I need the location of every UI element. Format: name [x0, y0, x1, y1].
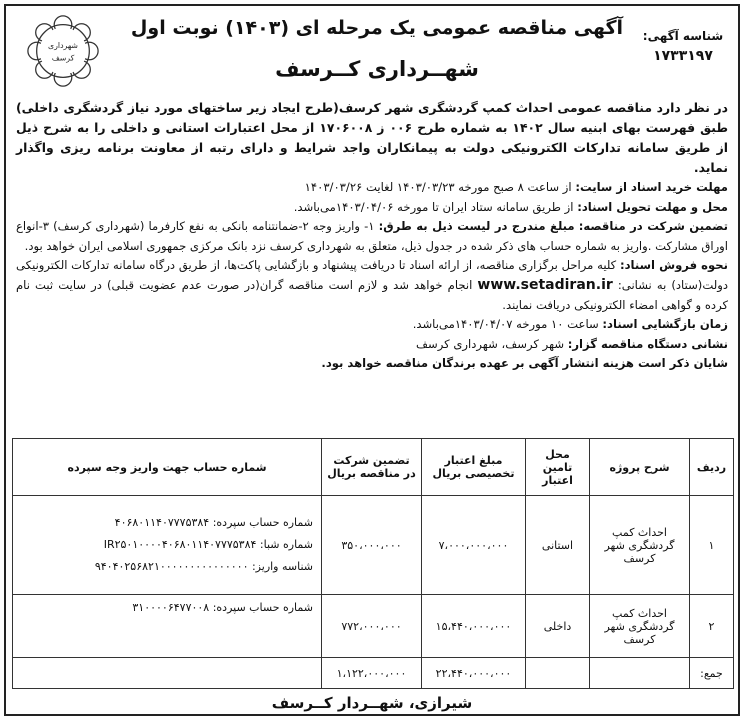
- header-project: شرح پروژه: [590, 439, 690, 496]
- account-cell: [13, 595, 322, 658]
- source-cell: داخلی: [526, 595, 590, 658]
- opening-text: ساعت ۱۰ مورخه ۱۴۰۳/۰۴/۰۷می‌باشد.: [412, 317, 599, 332]
- guarantee-label: تضمین شرکت در مناقصه:: [578, 219, 729, 234]
- account-line: شناسه واریز: ۹۴۰۴۰۲۵۶۸۲۱۰۰۰۰۰۰۰۰۰۰۰۰۰۰۰: [94, 560, 313, 573]
- source-cell: استانی: [526, 496, 590, 595]
- intro-paragraph: در نظر دارد مناقصه عمومی احداث کمپ گردشگری شهر کرسف(طرح ایجاد زیر ساختهای مورد نیاز گردشگری داخلی) طبق فهرست بهای ابنیه سال ۱۴۰۲ به شماره طرح ۰۰۶ ز ۱۷۰۶۰۰۸ از محل اعتبارات استانی و داخلی را به شرح ذیل از طریق سامانه تدارکات الکترونیکی دولت به پیمانکاران واجد شرایط و دارای رتبه از معاونت برنامه ریزی واگذار نماید.: [16, 100, 729, 175]
- table-total-row: [13, 658, 734, 689]
- projects-table: [12, 438, 734, 689]
- guarantee-bold: مبلغ مندرج در لیست ذیل به طرق:: [378, 219, 575, 234]
- notice-header: [6, 6, 738, 98]
- guarantee-cell: ۷۷۲،۰۰۰،۰۰۰: [322, 595, 422, 658]
- guarantee-cell: ۳۵۰،۰۰۰،۰۰۰: [322, 496, 422, 595]
- guarantee-text: ۱- واریز وجه ۲-ضمانتنامه بانکی به نفع کارفرما (شهرداری کرسف) ۳-انواع اوراق مشارکت .واریز به شماره حساب های ذکر شده در جدول ذیل، متعلق به شهرداری کرسف نزد بانک مرکزی جمهوری اسلامی ایران خواهد بود.: [16, 219, 728, 253]
- municipality-logo: [24, 12, 102, 90]
- ad-id-box: [638, 26, 728, 66]
- header-account: شماره حساب جهت واریز وجه سپرده: [13, 439, 322, 496]
- ad-id-value: ۱۷۳۳۱۹۷: [653, 48, 713, 64]
- total-guarantee: ۱،۱۲۲،۰۰۰،۰۰۰: [322, 658, 422, 689]
- purchase-text: از ساعت ۸ صبح مورخه ۱۴۰۳/۰۳/۲۳ لغایت ۱۴۰۳/۰۳/۲۶: [304, 180, 572, 194]
- total-label: جمع:: [690, 658, 734, 689]
- allocated-cell: ۱۵،۴۴۰،۰۰۰،۰۰۰: [422, 595, 526, 658]
- row-number: ۲: [690, 595, 734, 658]
- opening-label: زمان بازگشایی اسناد:: [602, 317, 728, 332]
- tender-notice: [4, 4, 740, 716]
- ad-id-label: شناسه آگهی:: [642, 29, 724, 43]
- account-line: شماره حساب سپرده: ۴۰۶۸۰۱۱۴۰۷۷۷۵۳۸۴: [114, 516, 313, 529]
- allocated-cell: ۷،۰۰۰،۰۰۰،۰۰۰: [422, 496, 526, 595]
- guarantee-paragraph: [16, 217, 728, 256]
- table-row: [13, 496, 734, 595]
- total-empty-cell: [590, 658, 690, 689]
- delivery-label: محل و مهلت تحویل اسناد:: [577, 199, 728, 214]
- delivery-deadline: [16, 198, 728, 218]
- sale-text-2: انجام خواهد شد و لازم است مناقصه گران(در صورت عدم عضویت قبلی) در سایت ثبت نام کرده و گواهی امضاء الکترونیکی دریافت نمایند.: [16, 277, 728, 312]
- svg-text:شهرداری: شهرداری: [48, 41, 78, 51]
- opening-time: [16, 315, 728, 335]
- account-cell: [13, 496, 322, 595]
- address-label: نشانی دستگاه مناقصه گزار:: [567, 336, 728, 351]
- cost-note: شایان ذکر است هزینه انتشار آگهی بر عهده برندگان مناقصه خواهد بود.: [321, 356, 728, 371]
- header-source: محل تامین اعتبار: [526, 439, 590, 496]
- header-allocated: مبلغ اعتبار تخصیصی بریال: [422, 439, 526, 496]
- website-link[interactable]: www.setadiran.ir: [477, 276, 613, 293]
- mayor-signature: شیرازی، شهــردار کــرسف: [271, 694, 473, 712]
- table-row: [13, 595, 734, 658]
- account-line: شماره شبا: IR۲۵۰۱۰۰۰۰۴۰۶۸۰۱۱۴۰۷۷۷۵۳۸۴: [103, 538, 313, 551]
- total-empty-cell: [526, 658, 590, 689]
- row-number: ۱: [690, 496, 734, 595]
- address-text: شهر کرسف، شهرداری کرسف: [416, 336, 565, 351]
- notice-title: آگهی مناقصه عمومی یک مرحله ای (۱۴۰۳) نوبت اول: [130, 17, 624, 39]
- header-guarantee: تضمین شرکت در مناقصه بریال: [322, 439, 422, 496]
- sale-paragraph: [16, 256, 728, 315]
- header-row-number: ردیف: [690, 439, 734, 496]
- svg-text:کرسف: کرسف: [51, 53, 75, 63]
- project-cell: احداث کمپ گردشگری شهر کرسف: [590, 595, 690, 658]
- sale-text: کلیه مراحل برگزاری مناقصه، از ارائه اسناد تا دریافت پیشنهاد و بازگشایی پاکت‌ها، از طریق درگاه سامانه تدارکات الکترونیکی دولت(ستاد) به نشانی:: [16, 258, 729, 292]
- delivery-text: از طریق سامانه ستاد ایران تا مورخه ۱۴۰۳/۰۴/۰۶می‌باشد.: [293, 199, 574, 214]
- project-cell: احداث کمپ گردشگری شهر کرسف: [590, 496, 690, 595]
- notice-body: [6, 98, 738, 374]
- table-header-row: [13, 439, 734, 496]
- tender-address: [16, 335, 728, 355]
- sale-label: نحوه فروش اسناد:: [619, 258, 729, 273]
- total-allocated: ۲۲،۴۴۰،۰۰۰،۰۰۰: [422, 658, 526, 689]
- organization-name: شهــرداری کــرسف: [275, 57, 479, 81]
- purchase-deadline: [16, 178, 728, 198]
- purchase-label: مهلت خرید اسناد از سایت:: [575, 180, 728, 194]
- account-line: شماره حساب سپرده: ۳۱۰۰۰۰۶۴۷۷۰۰۸: [132, 601, 313, 614]
- total-empty-cell: [13, 658, 322, 689]
